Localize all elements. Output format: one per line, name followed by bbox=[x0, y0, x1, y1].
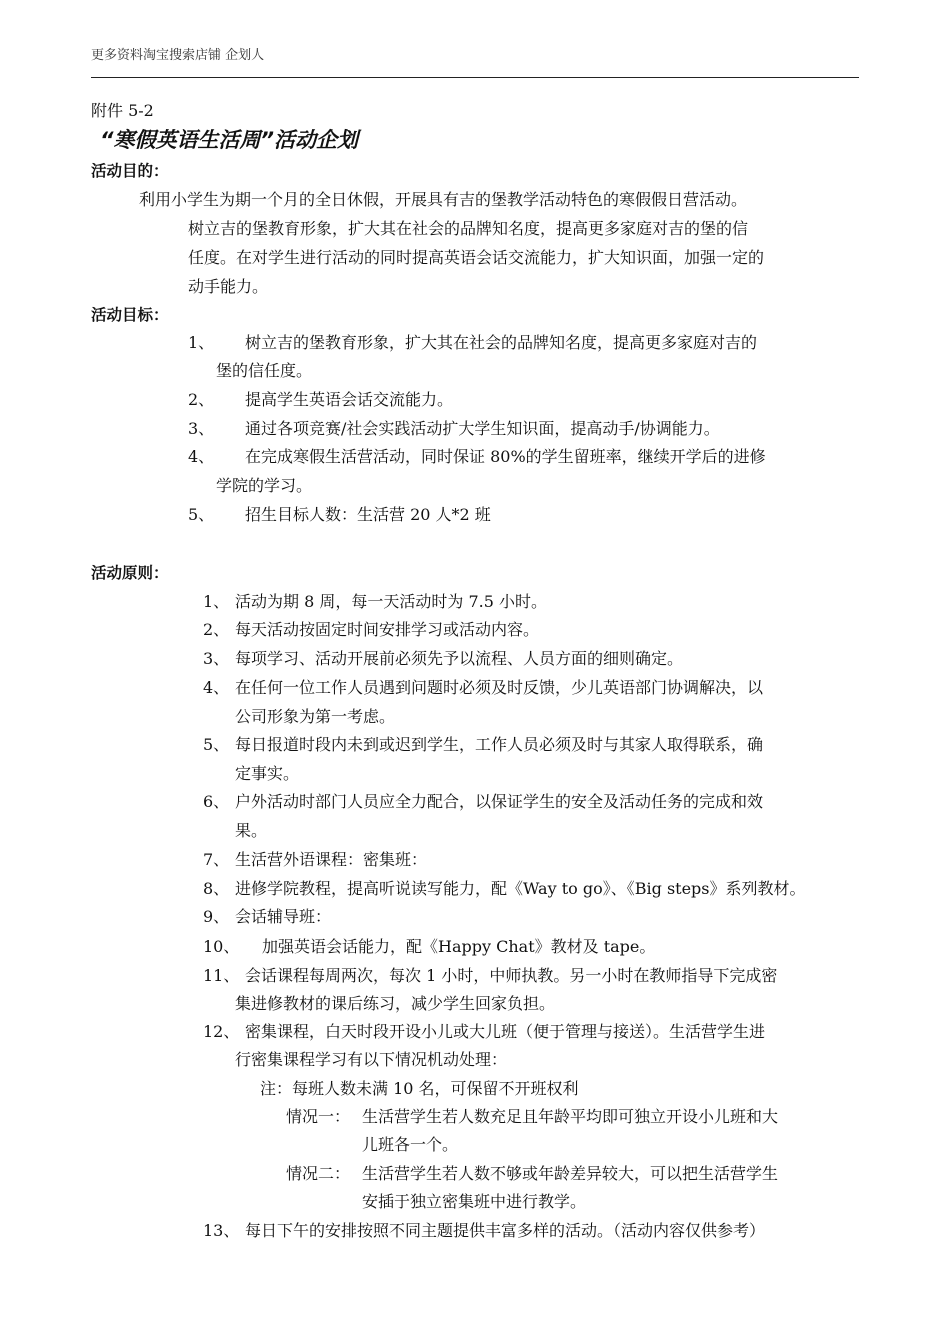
note-text: 注：每班人数未满 10 名，可保留不开班权利 bbox=[260, 1079, 579, 1098]
goal-number: 3、 bbox=[188, 419, 215, 438]
case-label: 情况二： bbox=[286, 1164, 351, 1183]
principle-text: 活动为期 8 周，每一天活动时为 7.5 小时。 bbox=[235, 592, 547, 611]
case-text-cont: 安插于独立密集班中进行教学。 bbox=[362, 1192, 587, 1211]
goal-number: 4、 bbox=[188, 447, 215, 466]
page-header: 更多资料淘宝搜索店铺 企划人 bbox=[91, 48, 265, 63]
purpose-line-3: 任度。在对学生进行活动的同时提高英语会话交流能力，扩大知识面，加强一定的 bbox=[188, 248, 765, 267]
principle-text: 户外活动时部门人员应全力配合，以保证学生的安全及活动任务的完成和效 bbox=[235, 792, 764, 811]
goal-text-cont: 堡的信任度。 bbox=[216, 361, 313, 380]
principle-number: 4、 bbox=[203, 678, 230, 697]
principle-number: 2、 bbox=[203, 620, 230, 639]
principle-text: 在任何一位工作人员遇到问题时必须及时反馈，少儿英语部门协调解决，以 bbox=[235, 678, 764, 697]
principle-number: 6、 bbox=[203, 792, 230, 811]
purpose-line-4: 动手能力。 bbox=[188, 277, 269, 296]
principle-text: 会话辅导班： bbox=[235, 907, 332, 926]
principle-number: 9、 bbox=[203, 907, 230, 926]
principle-number: 7、 bbox=[203, 850, 230, 869]
case-text-cont: 儿班各一个。 bbox=[362, 1135, 459, 1154]
principle-number: 1、 bbox=[203, 592, 230, 611]
principle-number: 5、 bbox=[203, 735, 230, 754]
principle-text: 生活营外语课程：密集班： bbox=[235, 850, 428, 869]
principle-text: 每日下午的安排按照不同主题提供丰富多样的活动。（活动内容仅供参考） bbox=[245, 1221, 766, 1240]
goal-number: 2、 bbox=[188, 390, 215, 409]
goal-number: 1、 bbox=[188, 333, 215, 352]
principle-number: 8、 bbox=[203, 879, 230, 898]
document-title: “寒假英语生活周”活动企划 bbox=[100, 128, 359, 152]
case-label: 情况一： bbox=[286, 1107, 351, 1126]
case-text: 生活营学生若人数不够或年龄差异较大，可以把生活营学生 bbox=[362, 1164, 779, 1183]
principle-number: 10、 bbox=[203, 937, 240, 956]
principle-text: 每日报道时段内未到或迟到学生，工作人员必须及时与其家人取得联系，确 bbox=[235, 735, 764, 754]
section-heading-purpose: 活动目的： bbox=[91, 162, 169, 180]
principle-number: 3、 bbox=[203, 649, 230, 668]
attachment-label: 附件 5-2 bbox=[91, 101, 154, 120]
principle-text: 进修学院教程，提高听说读写能力，配《Way to go》、《Big steps》系列教材。 bbox=[235, 879, 806, 898]
principle-text-cont: 果。 bbox=[235, 821, 268, 840]
principle-text: 加强英语会话能力，配《Happy Chat》教材及 tape。 bbox=[262, 937, 656, 956]
purpose-line-1: 利用小学生为期一个月的全日休假，开展具有吉的堡教学活动特色的寒假假日营活动。 bbox=[139, 190, 748, 209]
principle-text-cont: 定事实。 bbox=[235, 764, 300, 783]
principle-number: 13、 bbox=[203, 1221, 240, 1240]
case-text: 生活营学生若人数充足且年龄平均即可独立开设小儿班和大 bbox=[362, 1107, 779, 1126]
goal-text: 通过各项竞赛/社会实践活动扩大学生知识面，提高动手/协调能力。 bbox=[245, 419, 720, 438]
goal-text: 招生目标人数：生活营 20 人*2 班 bbox=[245, 505, 491, 524]
principle-text: 每天活动按固定时间安排学习或活动内容。 bbox=[235, 620, 540, 639]
header-divider bbox=[91, 77, 859, 78]
goal-text: 提高学生英语会话交流能力。 bbox=[245, 390, 454, 409]
principle-text: 会话课程每周两次，每次 1 小时，中师执教。另一小时在教师指导下完成密 bbox=[245, 966, 778, 985]
principle-number: 12、 bbox=[203, 1022, 240, 1041]
principle-text: 每项学习、活动开展前必须先予以流程、人员方面的细则确定。 bbox=[235, 649, 684, 668]
goal-text-cont: 学院的学习。 bbox=[216, 476, 313, 495]
goal-text: 树立吉的堡教育形象，扩大其在社会的品牌知名度，提高更多家庭对吉的 bbox=[245, 333, 758, 352]
principle-text: 密集课程，白天时段开设小儿或大儿班（便于管理与接送）。生活营学生进 bbox=[245, 1022, 766, 1041]
principle-text-cont: 公司形象为第一考虑。 bbox=[235, 707, 396, 726]
goal-number: 5、 bbox=[188, 505, 215, 524]
principle-text-cont: 行密集课程学习有以下情况机动处理： bbox=[235, 1050, 508, 1069]
purpose-line-2: 树立吉的堡教育形象，扩大其在社会的品牌知名度，提高更多家庭对吉的堡的信 bbox=[188, 219, 749, 238]
principle-number: 11、 bbox=[203, 966, 240, 985]
section-heading-principles: 活动原则： bbox=[91, 564, 169, 582]
section-heading-goals: 活动目标： bbox=[91, 306, 169, 324]
goal-text: 在完成寒假生活营活动，同时保证 80%的学生留班率，继续开学后的进修 bbox=[245, 447, 766, 466]
principle-text-cont: 集进修教材的课后练习，减少学生回家负担。 bbox=[235, 994, 556, 1013]
